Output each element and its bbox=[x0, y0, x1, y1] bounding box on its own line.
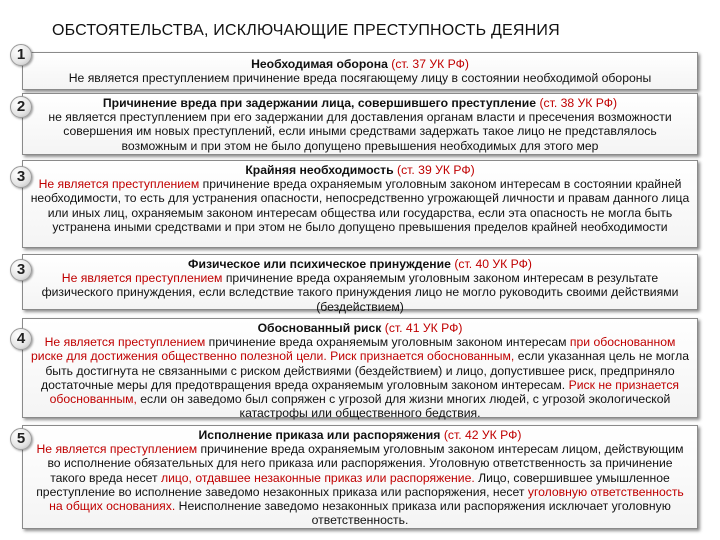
highlight-text: Риск не признается обоснованным, bbox=[49, 377, 680, 407]
block-coercion bbox=[22, 254, 698, 314]
article-ref: (ст. 38 УК РФ) bbox=[539, 96, 618, 110]
highlight-text: при обоснованном риске для достижения общественно полезной цели. Риск признается обоснованным, bbox=[31, 335, 676, 364]
block-text: причинение вреда охраняемым уголовным законом интересам лицом, действующим во исполнение обязательных для него приказа или распоряжения. Уголовную ответственность за причинение такого вреда несет bbox=[47, 442, 684, 485]
block-text: причинение вреда охраняемым уголовным законом интересам в состоянии крайней необходимости, то есть для устранения опасности, непосредственно угрожающей личности и правам данного лица или иных лиц, охраняемым законом интересам общества или государства, если эта опасность не могла быть устранена иными средствами и при этом не было допущено превышения пределов крайней необходимости bbox=[30, 177, 690, 234]
block-heading: Крайняя необходимость bbox=[245, 163, 394, 177]
block-detention bbox=[22, 93, 698, 155]
highlight-text: уголовную ответственность на общих основаниях. bbox=[49, 484, 684, 514]
block-heading: Исполнение приказа или распоряжения bbox=[198, 428, 441, 442]
lead-text: Не является преступлением bbox=[38, 177, 200, 192]
page-title: ОБСТОЯТЕЛЬСТВА, ИСКЛЮЧАЮЩИЕ ПРЕСТУПНОСТЬ ДЕЯНИЯ bbox=[52, 22, 560, 39]
block-heading: Обоснованный риск bbox=[257, 321, 382, 335]
block-text: Неисполнение заведомо незаконных приказа или распоряжения исключает уголовную ответственность. bbox=[178, 499, 671, 528]
article-ref: (ст. 42 УК РФ) bbox=[443, 428, 522, 442]
block-heading: Физическое или психическое принуждение bbox=[188, 257, 451, 271]
number-badge: 2 bbox=[10, 96, 32, 118]
block-text: если он заведомо был сопряжен с угрозой для жизни многих людей, с угрозой экологической катастрофы или общественного бедствия. bbox=[140, 392, 671, 421]
block-heading: Причинение вреда при задержании лица, совершившего преступление bbox=[102, 96, 537, 110]
block-text: не является преступлением при его задержании для доставления органам власти и пресечения возможности совершения им новых преступлений, если иными средствами задержать такое лицо не представлялось возможным и при этом не было допущено превышения необходимых для этого мер bbox=[48, 110, 672, 153]
article-ref: (ст. 39 УК РФ) bbox=[397, 163, 475, 177]
block-text: если указанная цель не могла быть достигнута не связанными с риском действиями (бездействием) и лицо, допустившее риск, предприняло достаточные меры для предотвращения вреда охраняемым уголовным законом интересам. bbox=[40, 349, 689, 392]
highlight-text: лицо, отдавшее незаконные приказ или распоряжение. bbox=[161, 470, 475, 485]
article-ref: (ст. 40 УК РФ) bbox=[454, 257, 532, 271]
number-badge: 1 bbox=[10, 44, 32, 66]
block-text: Лицо, совершившее умышленное преступление во исполнение заведомо незаконных приказа или распоряжения, несет bbox=[36, 470, 670, 499]
block-text: причинение вреда охраняемым уголовным законом интересам bbox=[208, 335, 567, 350]
number-badge: 3 bbox=[10, 259, 32, 281]
lead-text: Не является преступлением bbox=[61, 271, 223, 286]
lead-text: Не является преступлением bbox=[44, 335, 206, 350]
block-text: Не является преступлением причинение вреда посягающему лицу в состоянии необходимой обороны bbox=[68, 71, 652, 86]
block-self-defense bbox=[22, 52, 698, 90]
block-necessity bbox=[22, 160, 698, 248]
number-badge: 4 bbox=[10, 328, 32, 350]
number-badge: 3 bbox=[10, 166, 32, 188]
article-ref: (ст. 37 УК РФ) bbox=[391, 57, 469, 71]
block-justified-risk bbox=[22, 318, 698, 421]
block-order-execution bbox=[22, 425, 698, 529]
block-text: причинение вреда охраняемым уголовным законом интересам в результате физического принуждения, если вследствие такого принуждения лицо не могло руководить своими действиями (бездействием) bbox=[41, 271, 679, 314]
lead-text: Не является преступлением bbox=[36, 442, 198, 457]
number-badge: 5 bbox=[10, 428, 32, 450]
block-heading: Необходимая оборона bbox=[251, 57, 388, 71]
article-ref: (ст. 41 УК РФ) bbox=[384, 321, 463, 335]
